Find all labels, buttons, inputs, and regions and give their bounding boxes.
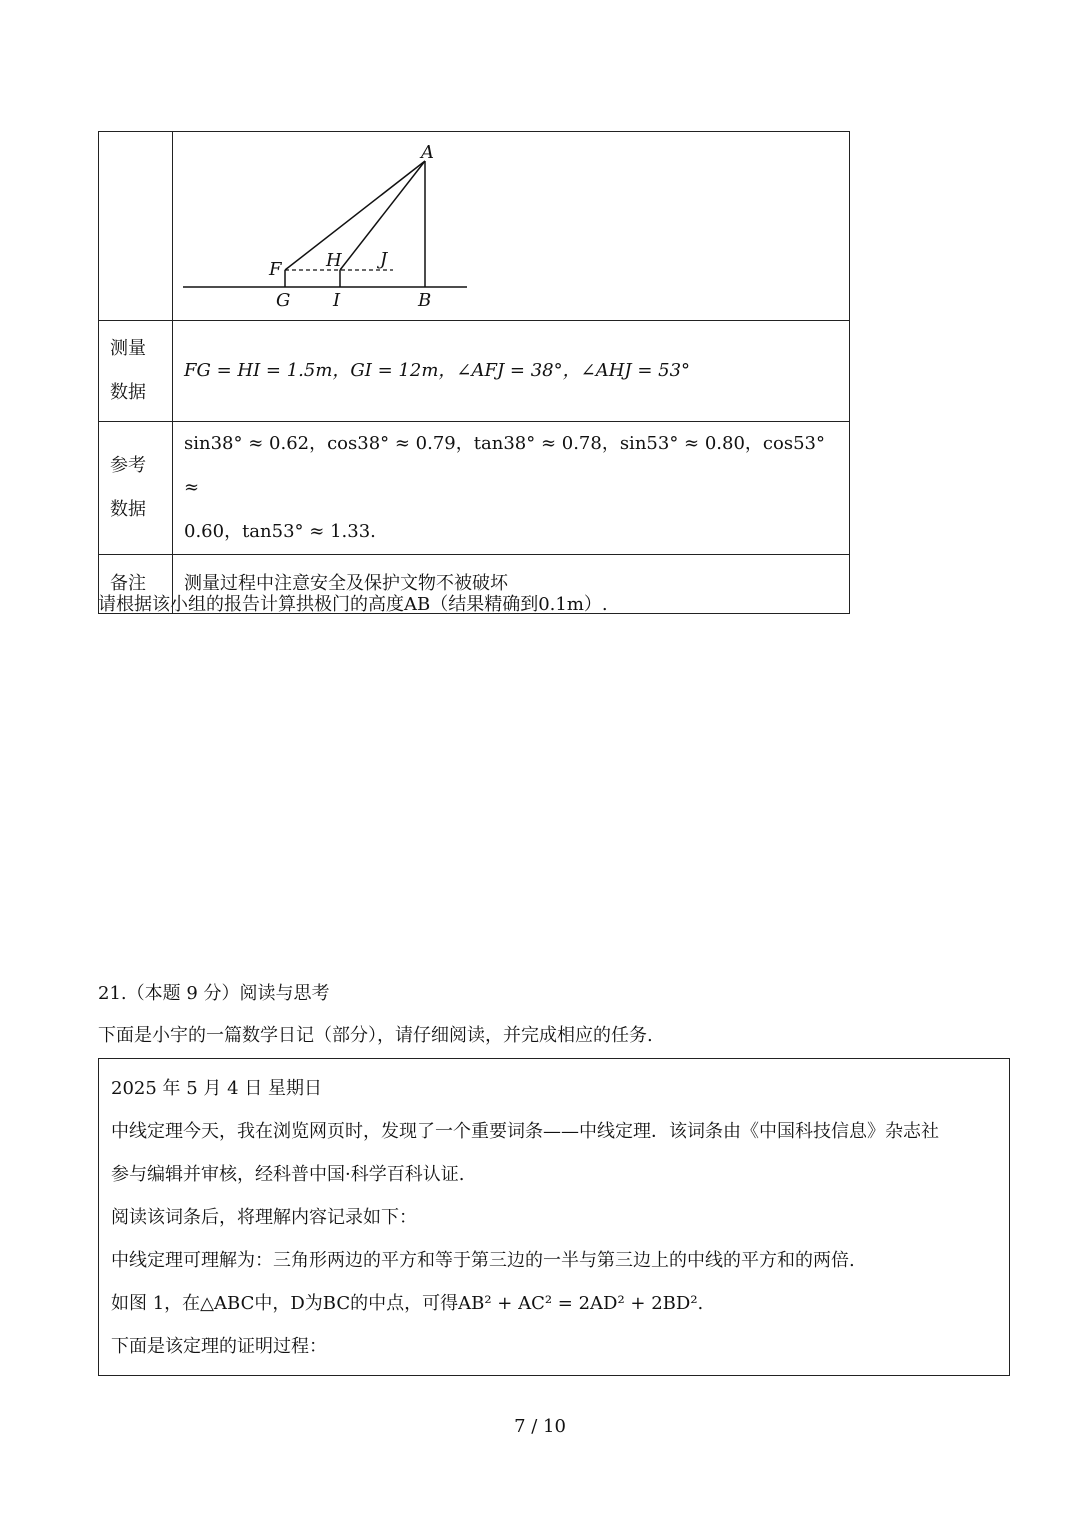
question-20-ask: 请根据该小组的报告计算拱极门的高度AB（结果精确到0.1m）. <box>98 594 608 615</box>
diary-line-3: 阅读该词条后，将理解内容记录如下： <box>111 1207 417 1228</box>
label-B: B <box>418 289 432 311</box>
diary-line-4: 中线定理可理解为：三角形两边的平方和等于第三边的一半与第三边上的中线的平方和的两倍. <box>111 1250 855 1271</box>
note-label: 备注 <box>110 573 146 594</box>
diary-date: 2025 年 5 月 4 日 星期日 <box>111 1078 323 1099</box>
diary-line-2: 参与编辑并审核，经科普中国·科学百科认证. <box>111 1164 465 1185</box>
measure-row <box>99 321 850 422</box>
label-J: J <box>380 248 388 270</box>
label-A: A <box>421 141 434 163</box>
label-G: G <box>276 289 291 311</box>
label-H: H <box>326 249 342 271</box>
segment-AF <box>285 161 425 270</box>
diary-box <box>98 1058 1010 1376</box>
measure-label-line2: 数据 <box>110 382 146 403</box>
diary-line-6: 下面是该定理的证明过程： <box>111 1336 327 1357</box>
ref-value-line2: 0.60，tan53° ≈ 1.33. <box>184 521 376 542</box>
figure-label-cell <box>99 132 173 321</box>
geometry-figure <box>173 133 849 320</box>
note-value: 测量过程中注意安全及保护文物不被破坏 <box>184 573 508 594</box>
page-number: 7 / 10 <box>514 1416 566 1437</box>
measure-label-cell <box>99 321 173 422</box>
ref-value-line1: sin38° ≈ 0.62，cos38° ≈ 0.79，tan38° ≈ 0.78，sin53° ≈ 0.80，cos53° ≈ <box>184 433 825 498</box>
ref-label-cell <box>99 422 173 555</box>
question-21-header: 21.（本题 9 分）阅读与思考 <box>98 983 330 1004</box>
label-I: I <box>333 289 341 311</box>
diary-line-5: 如图 1，在△ABC中，D为BC的中点，可得AB² + AC² = 2AD² + 2BD². <box>111 1293 704 1314</box>
report-table <box>98 131 850 614</box>
measure-value: FG = HI = 1.5m，GI = 12m，∠AFJ = 38°，∠AHJ = 53° <box>184 360 691 381</box>
question-21-intro: 下面是小宇的一篇数学日记（部分），请仔细阅读，并完成相应的任务. <box>98 1025 653 1046</box>
ref-value-cell <box>173 422 850 555</box>
measure-value-cell <box>173 321 850 422</box>
ref-label-line1: 参考 <box>110 455 146 476</box>
diary-line-1: 中线定理今天，我在浏览网页时，发现了一个重要词条——中线定理．该词条由《中国科技信息》杂志社 <box>111 1121 939 1142</box>
figure-cell <box>173 132 850 321</box>
measure-label-line1: 测量 <box>110 338 146 359</box>
ref-row <box>99 422 850 555</box>
ref-label-line2: 数据 <box>110 499 146 520</box>
label-F: F <box>269 258 282 280</box>
figure-row <box>99 132 850 321</box>
